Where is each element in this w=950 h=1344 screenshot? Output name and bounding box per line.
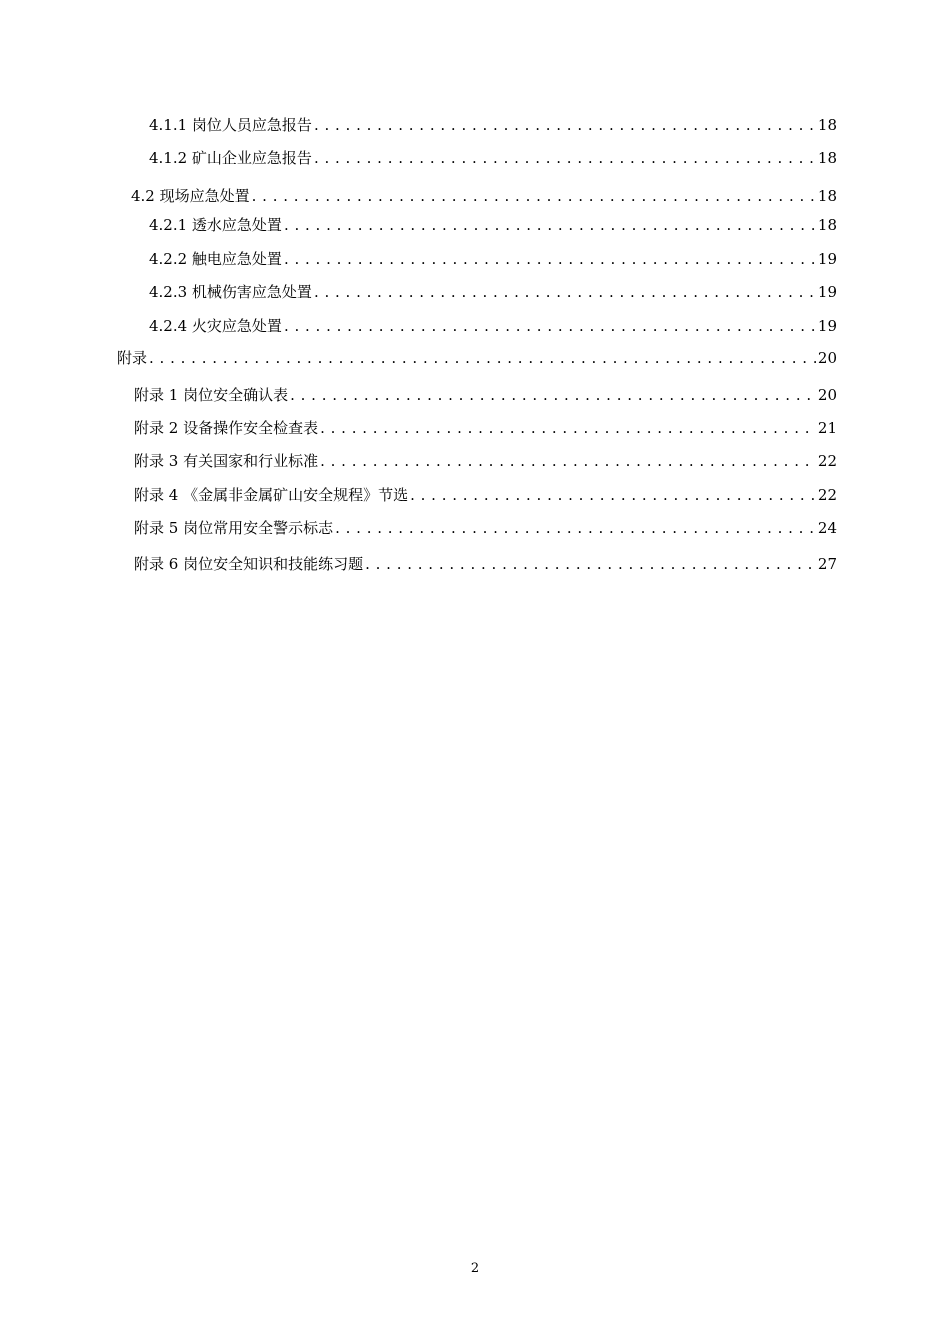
toc-entry-page-number: 18 <box>817 187 837 205</box>
toc-entry-label: 4.2 现场应急处置 <box>131 187 250 205</box>
toc-entry-page-number: 18 <box>817 149 837 167</box>
toc-entry-appendix-4[interactable] <box>134 484 837 506</box>
toc-entry-appendix-3[interactable] <box>134 450 837 472</box>
toc-entry-page-number: 19 <box>817 250 837 268</box>
toc-entry-label: 附录 <box>117 349 148 367</box>
toc-entry-label: 4.1.2 矿山企业应急报告 <box>149 149 312 167</box>
toc-entry-label: 附录 5 岗位常用安全警示标志 <box>134 519 334 537</box>
toc-entry-label: 4.2.1 透水应急处置 <box>149 216 282 234</box>
toc-entry-4-2[interactable] <box>131 185 837 207</box>
toc-leader-dots <box>314 114 816 136</box>
toc-entry-appendix-1[interactable] <box>134 384 837 406</box>
toc-entry-4-1-2[interactable] <box>149 147 837 169</box>
toc-leader-dots <box>410 484 816 506</box>
toc-entry-page-number: 19 <box>817 283 837 301</box>
toc-entry-label: 附录 6 岗位安全知识和技能练习题 <box>134 555 364 573</box>
toc-entry-page-number: 24 <box>817 519 837 537</box>
toc-entry-label: 附录 4 《金属非金属矿山安全规程》节选 <box>134 486 409 504</box>
toc-leader-dots <box>284 248 816 270</box>
toc-entry-label: 4.1.1 岗位人员应急报告 <box>149 116 312 134</box>
toc-entry-page-number: 22 <box>817 452 837 470</box>
toc-entry-page-number: 18 <box>817 116 837 134</box>
toc-leader-dots <box>314 147 816 169</box>
toc-entry-4-1-1[interactable] <box>149 114 837 136</box>
toc-leader-dots <box>335 517 816 539</box>
toc-entry-label: 附录 1 岗位安全确认表 <box>134 386 289 404</box>
toc-leader-dots <box>290 384 816 406</box>
toc-leader-dots <box>149 347 816 369</box>
toc-entry-label: 附录 3 有关国家和行业标准 <box>134 452 319 470</box>
toc-entry-4-2-1[interactable] <box>149 214 837 236</box>
toc-entry-label: 4.2.2 触电应急处置 <box>149 250 282 268</box>
toc-entry-appendix[interactable] <box>117 347 837 369</box>
toc-leader-dots <box>320 417 816 439</box>
toc-entry-page-number: 20 <box>817 386 837 404</box>
toc-entry-page-number: 20 <box>817 349 837 367</box>
toc-entry-page-number: 22 <box>817 486 837 504</box>
toc-entry-page-number: 18 <box>817 216 837 234</box>
toc-leader-dots <box>365 553 816 575</box>
toc-leader-dots <box>252 185 816 207</box>
toc-entry-appendix-6[interactable] <box>134 553 837 575</box>
toc-leader-dots <box>320 450 816 472</box>
toc-entry-page-number: 27 <box>817 555 837 573</box>
toc-entry-4-2-4[interactable] <box>149 315 837 337</box>
toc-entry-label: 4.2.3 机械伤害应急处置 <box>149 283 312 301</box>
toc-leader-dots <box>284 214 816 236</box>
toc-entry-4-2-2[interactable] <box>149 248 837 270</box>
toc-leader-dots <box>284 315 816 337</box>
toc-leader-dots <box>314 281 816 303</box>
toc-entry-4-2-3[interactable] <box>149 281 837 303</box>
toc-entry-page-number: 21 <box>817 419 837 437</box>
toc-entry-appendix-2[interactable] <box>134 417 837 439</box>
toc-entry-appendix-5[interactable] <box>134 517 837 539</box>
toc-entry-label: 4.2.4 火灾应急处置 <box>149 317 282 335</box>
toc-entry-label: 附录 2 设备操作安全检查表 <box>134 419 319 437</box>
footer-page-number: 2 <box>470 1261 480 1276</box>
toc-entry-page-number: 19 <box>817 317 837 335</box>
